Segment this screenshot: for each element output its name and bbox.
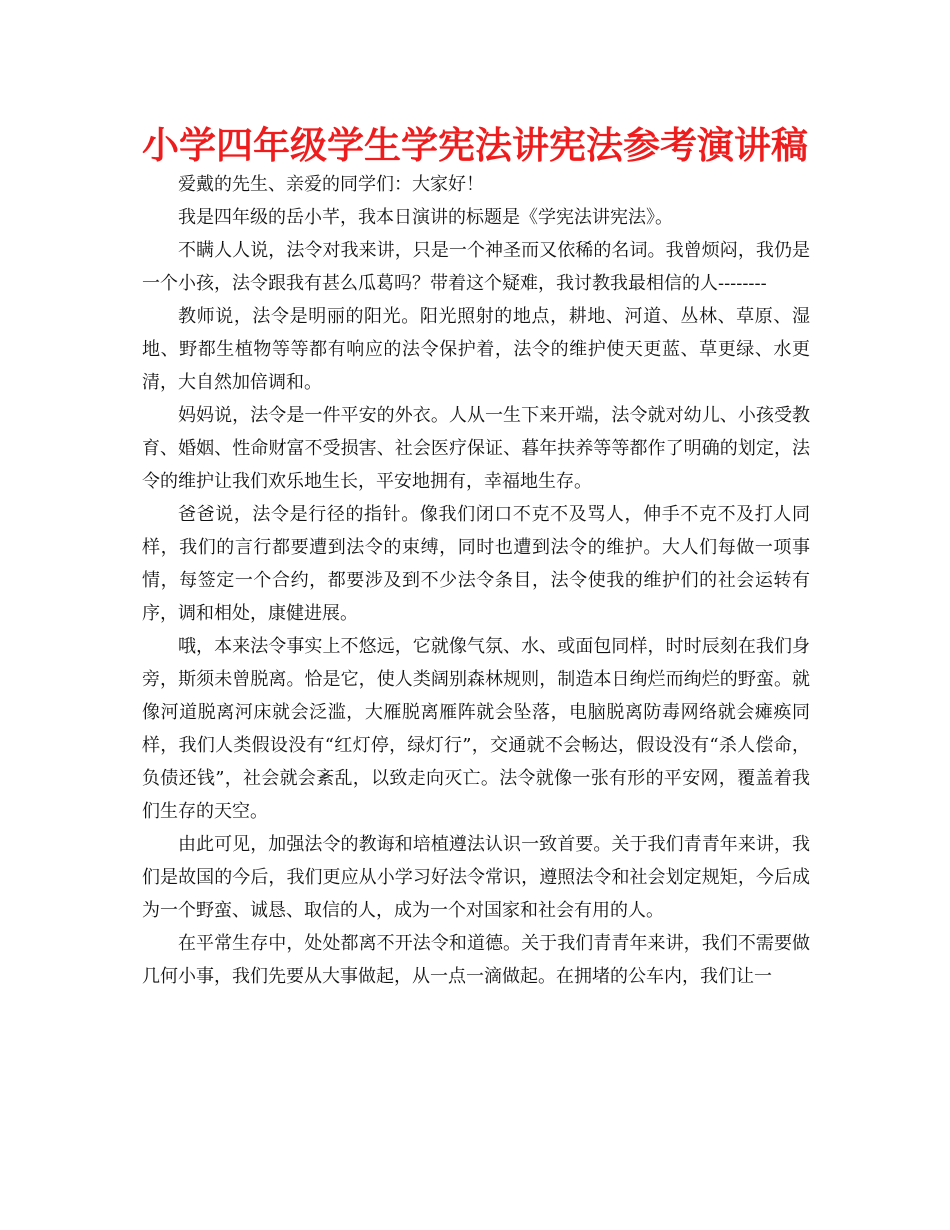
paragraph-introduction: 我是四年级的岳小芊，我本日演讲的标题是《学宪法讲宪法》。 [178, 207, 673, 228]
paragraph-daily-life: 在平常生存中，处处都离不开法令和道德。关于我们青青年来讲，我们不需要做几何小事，我们先要从大事做起，从一点一滴做起。在拥堵的公车内，我们让一 [142, 933, 810, 987]
paragraph-conclusion: 由此可见，加强法令的教诲和培植遵法认识一致首要。关于我们青青年来讲，我们是故国的今后，我们更应从小学习好法令常识，遵照法令和社会划定规矩，今后成为一个野蛮、诚恳、取信的人，成为一个对国家和社会有用的人。 [142, 834, 810, 921]
paragraph-question: 不瞒人人说，法令对我来讲，只是一个神圣而又依稀的名词。我曾烦闷，我仍是一个小孩，法令跟我有甚么瓜葛吗？带着这个疑难，我讨教我最相信的人-------- [142, 240, 810, 294]
document-title: 小学四年级学生学宪法讲宪法参考演讲稿 [142, 124, 808, 167]
paragraph-mother: 妈妈说，法令是一件平安的外衣。人从一生下来开端，法令就对幼儿、小孩受教育、婚姻、性命财富不受损害、社会医疗保证、暮年扶养等等都作了明确的划定，法令的维护让我们欢乐地生长，平安地拥有，幸福地生存。 [142, 405, 810, 492]
paragraph-teacher: 教师说，法令是明丽的阳光。阳光照射的地点，耕地、河道、丛林、草原、湿地、野都生植物等等都有响应的法令保护着，法令的维护使天更蓝、草更绿、水更清，大自然加倍调和。 [142, 306, 810, 393]
paragraph-realization: 哦，本来法令事实上不悠远，它就像气氛、水、或面包同样，时时辰刻在我们身旁，斯须未曾脱离。恰是它，使人类阔别森林规则，制造本日绚烂而绚烂的野蛮。就像河道脱离河床就会泛滥，大雁脱离雁阵就会坠落，电脑脱离防毒网络就会瘫痪同样，我们人类假设没有“红灯停，绿灯行”，交通就不会畅达，假设没有“杀人偿命，负债还钱”，社会就会紊乱，以致走向灭亡。法令就像一张有形的平安网，覆盖着我们生存的天空。 [142, 636, 810, 822]
paragraph-father: 爸爸说，法令是行径的指针。像我们闭口不克不及骂人，伸手不克不及打人同样，我们的言行都要遭到法令的束缚，同时也遭到法令的维护。大人们每做一项事情，每签定一个合约，都要涉及到不少法令条目，法令使我的维护们的社会运转有序，调和相处，康健进展。 [142, 504, 810, 624]
document-body [142, 168, 810, 993]
paragraph-greeting: 爱戴的先生、亲爱的同学们：大家好！ [178, 174, 484, 195]
